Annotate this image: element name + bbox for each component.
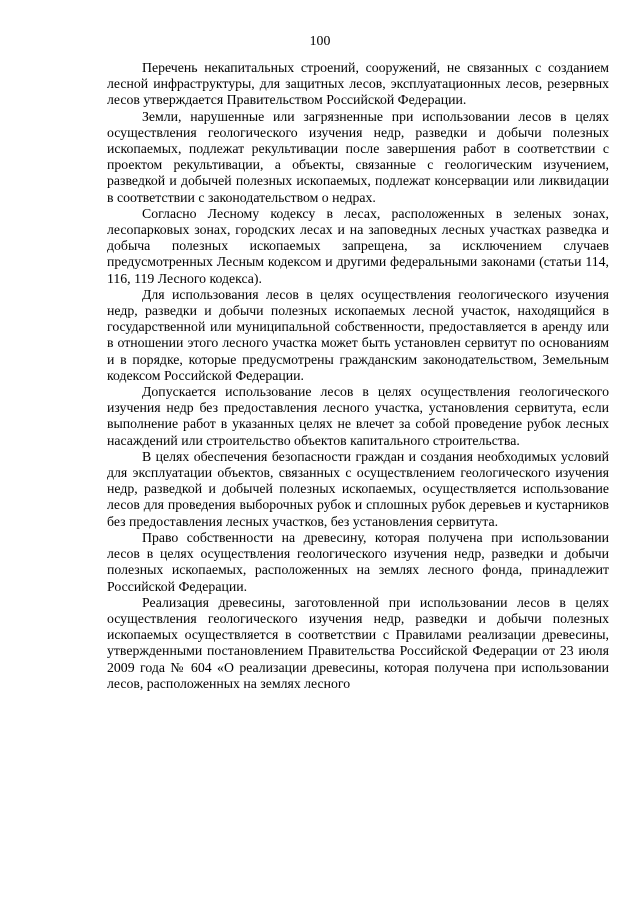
page-number: 100 [309,33,331,48]
paragraph: Согласно Лесному кодексу в лесах, расположенных в зеленых зонах, лесопарковых зонах, городских лесах и на заповедных лесных участках разведка и добыча полезных ископаемых запрещена, за исключением случаев предусмотренных Лесным кодексом и другими федеральными законами (статьи 114, 116, 119 Лесного кодекса). [107,205,609,286]
body-text [107,60,609,692]
paragraph: Земли, нарушенные или загрязненные при использовании лесов в целях осуществления геологического изучения недр, разведки и добычи полезных ископаемых, подлежат рекультивации после завершения работ в соответствии с проектом рекультивации, а объекты, связанные с геологическим изучением, разведкой и добычей полезных ископаемых, подлежат консервации или ликвидации в соответствии с законодательством о недрах. [107,108,609,205]
paragraph: В целях обеспечения безопасности граждан и создания необходимых условий для эксплуатации объектов, связанных с осуществлением геологического изучения недр, разведкой и добычей полезных ископаемых, осуществляется использование лесов для проведения выборочных рубок и сплошных рубок деревьев и кустарников без предоставления лесных участков, без установления сервитута. [107,448,609,529]
paragraph: Право собственности на древесину, которая получена при использовании лесов в целях осуществления геологического изучения недр, разведки и добычи полезных ископаемых, расположенных на землях лесного фонда, принадлежит Российской Федерации. [107,529,609,594]
paragraph: Допускается использование лесов в целях осуществления геологического изучения недр без предоставления лесного участка, установления сервитута, если выполнение работ в указанных целях не влечет за собой проведение рубок лесных насаждений или строительство объектов капитального строительства. [107,384,609,448]
paragraph: Реализация древесины, заготовленной при использовании лесов в целях осуществления геологического изучения недр, разведки и добычи полезных ископаемых осуществляется в соответствии с Правилами реализации древесины, утвержденными постановлением Правительства Российской Федерации от 23 июля 2009 года № 604 «О реализации древесины, которая получена при использовании лесов, расположенных на землях лесного [107,594,609,691]
paragraph: Перечень некапитальных строений, сооружений, не связанных с созданием лесной инфраструктуры, для защитных лесов, эксплуатационных лесов, резервных лесов утверждается Правительством Российской Федерации. [107,60,609,108]
paragraph: Для использования лесов в целях осуществления геологического изучения недр, разведки и добычи полезных ископаемых лесной участок, находящийся в государственной или муниципальной собственности, предоставляется в аренду или в отношении этого лесного участка может быть установлен сервитут по основаниям и в порядке, которые предусмотрены гражданским законодательством, Земельным кодексом Российской Федерации. [107,286,609,383]
